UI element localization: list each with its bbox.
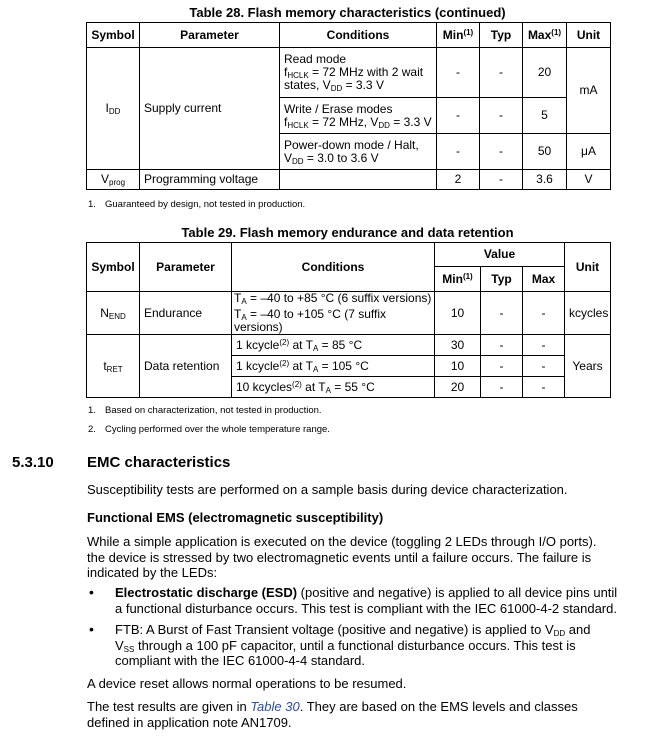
section-intro: Susceptibility tests are performed on a sample basis during device characterization.: [87, 482, 568, 497]
write-max: 5: [523, 98, 567, 134]
idd-parameter: Supply current: [140, 48, 280, 170]
vprog-typ: -: [480, 170, 523, 190]
tret-max-1: -: [523, 356, 565, 377]
col-header-conditions: Conditions: [232, 243, 435, 292]
bullet-ftb: •: [89, 621, 94, 637]
esd-text: Electrostatic discharge (ESD) (positive and negative) is applied to all device pins until a functional disturbance occurs. This test is compliant with the IEC 61000-4-2 standard.: [115, 585, 618, 616]
power-min: -: [437, 134, 480, 170]
table29-footnote-2: 2. Cycling performed over the whole temperature range.: [88, 424, 330, 435]
col-header-parameter: Parameter: [140, 243, 232, 292]
power-max: 50: [523, 134, 567, 170]
nend-symbol: $N_{END}$: [87, 292, 140, 335]
section-number: 5.3.10: [12, 454, 54, 471]
bullet-esd: •: [89, 584, 94, 600]
table-row: [87, 170, 611, 190]
col-header-max: Max: [523, 267, 565, 292]
table28: [86, 22, 611, 190]
col-header-min: Min$^{(1)}$: [435, 267, 481, 292]
nend-min: 10: [435, 292, 481, 335]
table29-caption: Table 29. Flash memory endurance and data retention: [181, 225, 514, 240]
reset-text: A device reset allows normal operations to be resumed.: [87, 676, 407, 691]
col-header-value: Value: [435, 243, 565, 267]
tret-min-0: 30: [435, 335, 481, 356]
tret-cond-2: 10 kcycles$^{(2)}$ at $T_A = 55$ °C: [232, 377, 435, 398]
vprog-parameter: Programming voltage: [140, 170, 280, 190]
nend-parameter: Endurance: [140, 292, 232, 335]
cond-power-down: Power-down mode / Halt, $V_{DD} = 3.0$ to 3.6 V: [280, 134, 437, 170]
col-header-unit: Unit: [567, 23, 611, 48]
table30-link[interactable]: Table 30: [250, 699, 300, 714]
tret-max-0: -: [523, 335, 565, 356]
tret-unit: Years: [565, 335, 611, 398]
col-header-symbol: Symbol: [87, 243, 140, 292]
col-header-parameter: Parameter: [140, 23, 280, 48]
cond-read-mode: Read mode $f_{HCLK} = 72$ MHz with 2 wait states, $V_{DD} = 3.3$ V: [280, 48, 437, 98]
section-title: EMC characteristics: [87, 454, 231, 471]
tret-parameter: Data retention: [140, 335, 232, 398]
tret-max-2: -: [523, 377, 565, 398]
table29-header-row: [87, 243, 611, 267]
table-row: [87, 335, 611, 356]
read-max: 20: [523, 48, 567, 98]
vprog-max: 3.6: [523, 170, 567, 190]
vprog-unit: V: [567, 170, 611, 190]
idd-unit-ua: μA: [567, 134, 611, 170]
col-header-typ: Typ: [480, 23, 523, 48]
idd-symbol: $I_{DD}$: [87, 48, 140, 170]
vprog-min: 2: [437, 170, 480, 190]
ftb-text: FTB: A Burst of Fast Transient voltage (positive and negative) is applied to $V_{DD}$ and $V_{SS}$ through a 100 pF capacitor, until a functional disturbance occurs. This test is compliant with the IEC 61000-4-4 standard.: [115, 622, 591, 668]
tret-cond-1: 1 kcycle$^{(2)}$ at $T_A = 105$ °C: [232, 356, 435, 377]
col-header-symbol: Symbol: [87, 23, 140, 48]
table28-header-row: [87, 23, 611, 48]
table29-footnote-1: 1. Based on characterization, not tested in production.: [88, 405, 322, 416]
col-header-max: Max$^{(1)}$: [523, 23, 567, 48]
table28-caption: Table 28. Flash memory characteristics (continued): [189, 5, 506, 20]
col-header-conditions: Conditions: [280, 23, 437, 48]
nend-conditions: $T_A = -40$ to +85 °C (6 suffix versions) $T_A = -40$ to +105 °C (7 suffix versions): [232, 292, 435, 335]
col-header-min: Min$^{(1)}$: [437, 23, 480, 48]
write-min: -: [437, 98, 480, 134]
subsection-title: Functional EMS (electromagnetic susceptibility): [87, 510, 384, 525]
cond-write-erase: Write / Erase modes $f_{HCLK} = 72$ MHz, $V_{DD} = 3.3$ V: [280, 98, 437, 134]
table28-footnote: 1. Guaranteed by design, not tested in production.: [88, 199, 306, 210]
nend-typ: -: [481, 292, 523, 335]
table29: [86, 242, 611, 398]
vprog-symbol: $V_{prog}$: [87, 170, 140, 190]
write-typ: -: [480, 98, 523, 134]
nend-unit: kcycles: [565, 292, 611, 335]
tret-min-2: 20: [435, 377, 481, 398]
col-header-unit: Unit: [565, 243, 611, 292]
tret-typ-0: -: [481, 335, 523, 356]
read-typ: -: [480, 48, 523, 98]
vprog-conditions: [280, 170, 437, 190]
table-row: [87, 48, 611, 98]
tret-min-1: 10: [435, 356, 481, 377]
read-min: -: [437, 48, 480, 98]
tret-symbol: $t_{RET}$: [87, 335, 140, 398]
power-typ: -: [480, 134, 523, 170]
idd-unit-ma: mA: [567, 48, 611, 134]
col-header-typ: Typ: [481, 267, 523, 292]
tret-typ-2: -: [481, 377, 523, 398]
tret-typ-1: -: [481, 356, 523, 377]
tret-cond-0: 1 kcycle$^{(2)}$ at $T_A = 85$ °C: [232, 335, 435, 356]
results-text: The test results are given in Table 30. They are based on the EMS levels and classes defined in application note AN1709.: [87, 699, 578, 730]
ems-paragraph: While a simple application is executed on the device (toggling 2 LEDs through I/O ports). the device is stressed by two electromagnetic events until a failure occurs. The failure is indicated by the LEDs:: [87, 534, 597, 580]
table-row: [87, 292, 611, 335]
nend-max: -: [523, 292, 565, 335]
